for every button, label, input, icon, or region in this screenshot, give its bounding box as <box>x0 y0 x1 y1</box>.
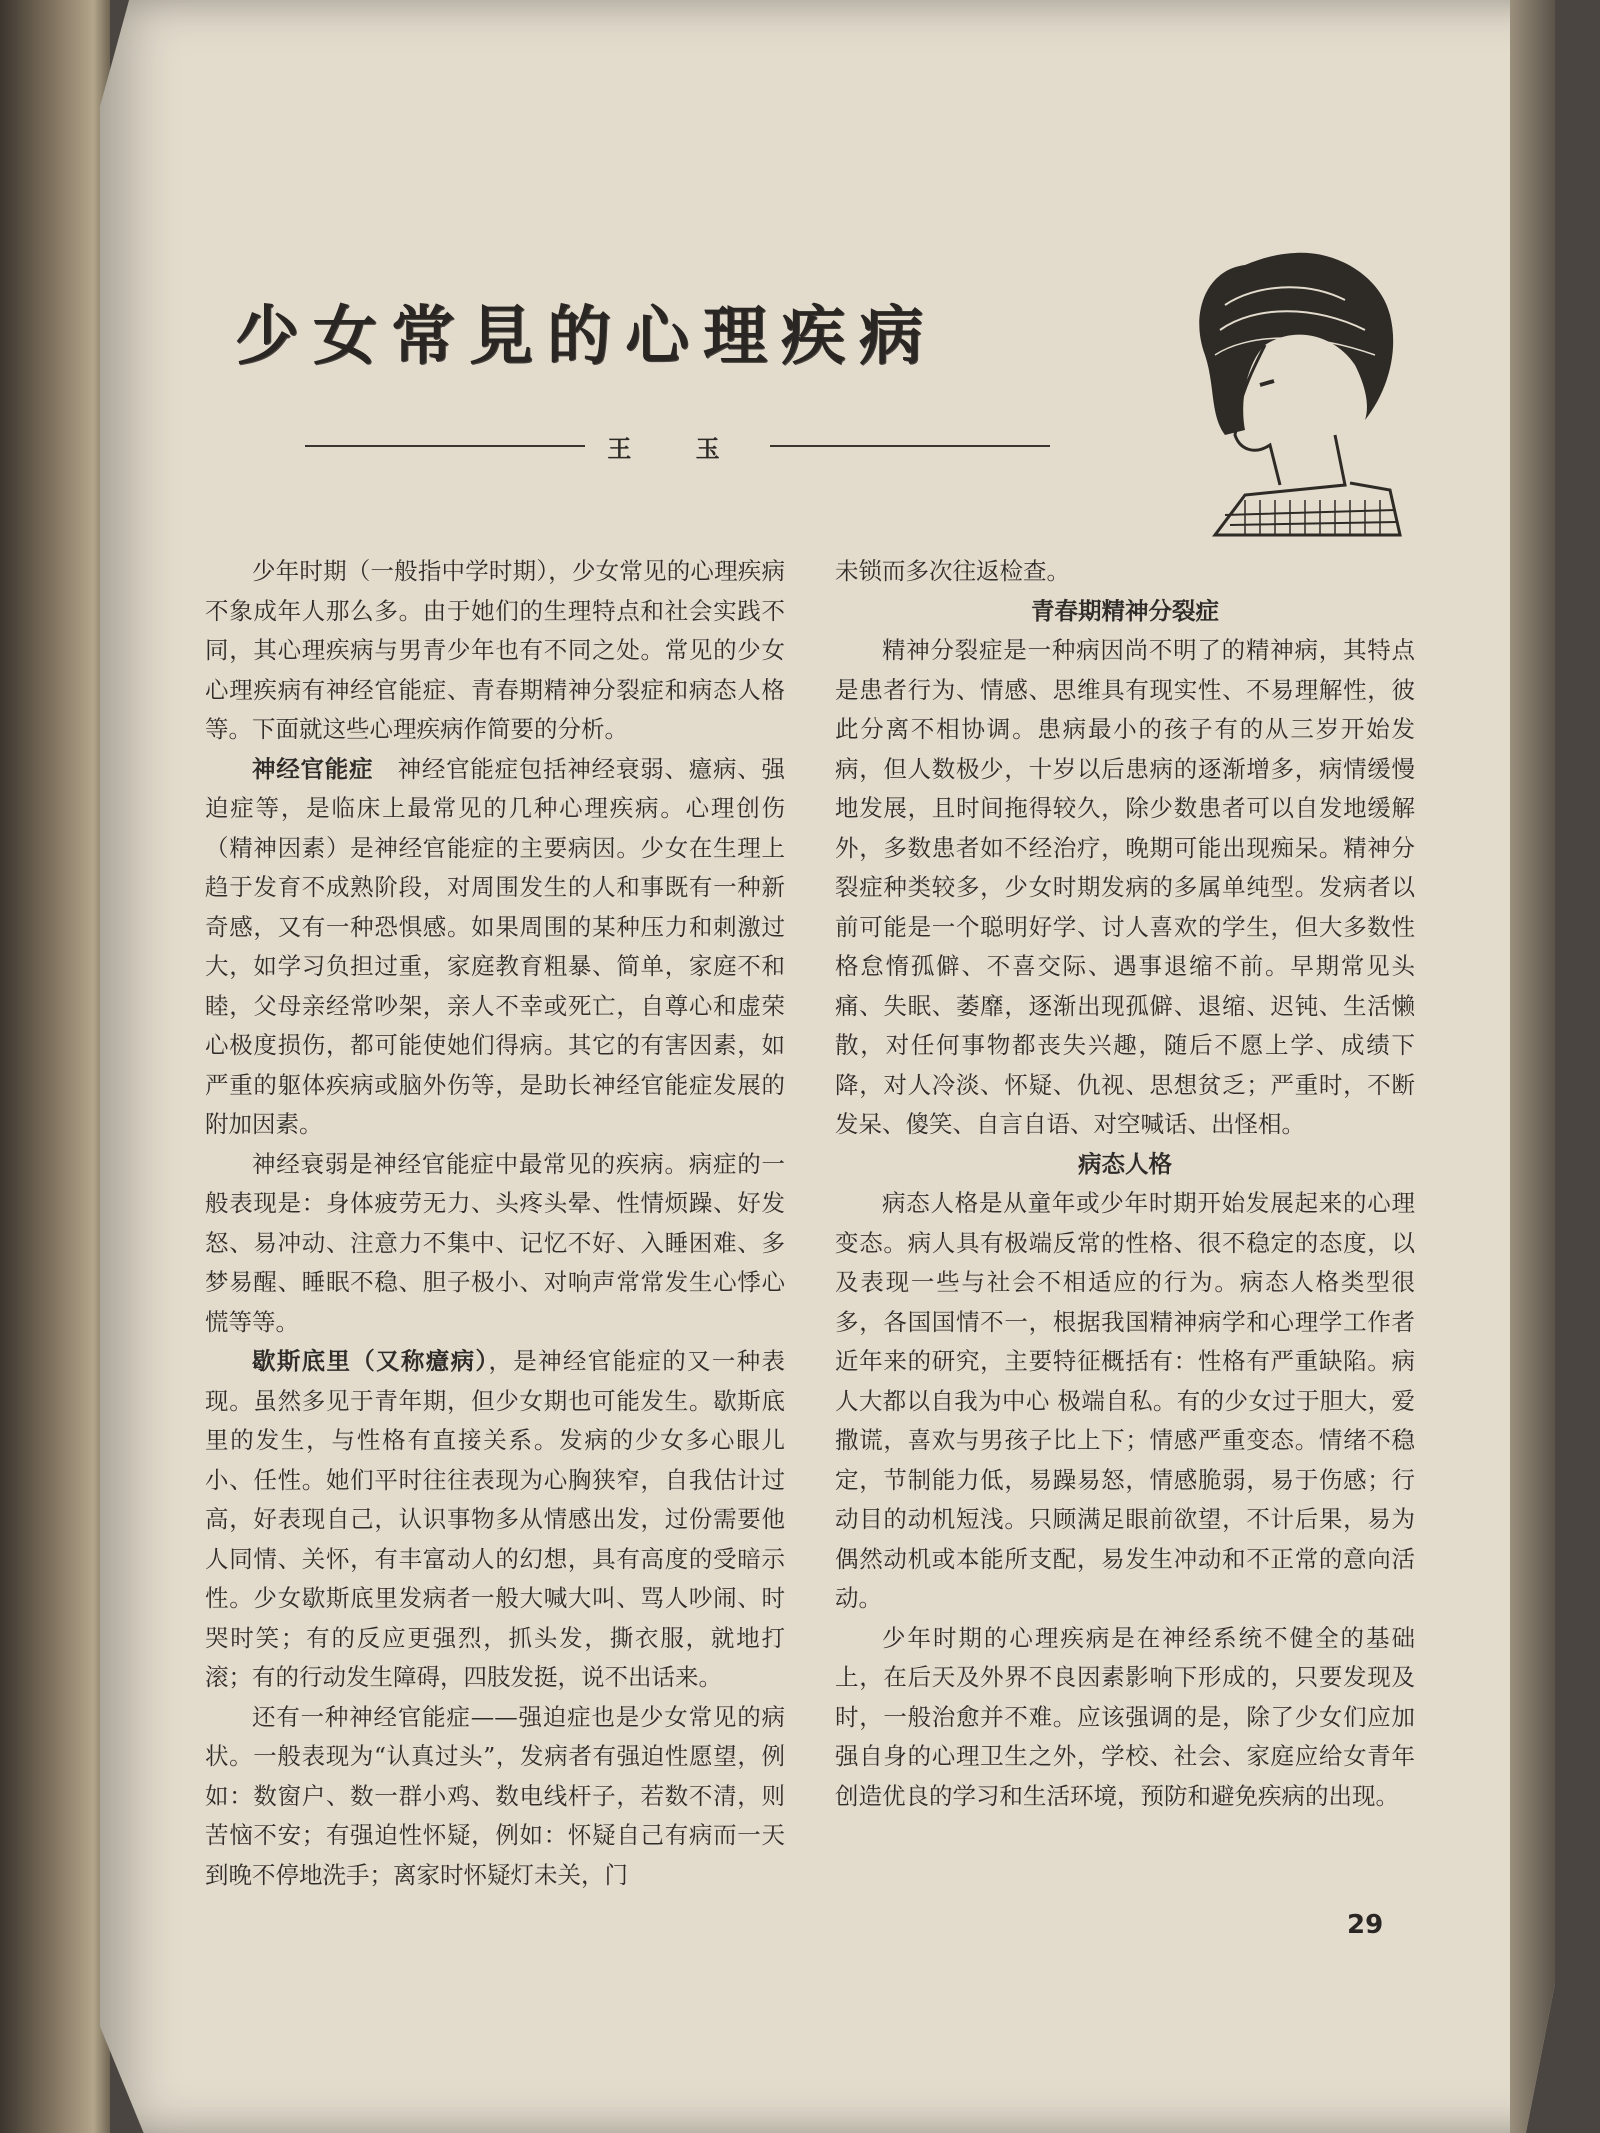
girl-portrait-illustration <box>1185 245 1410 540</box>
left-column <box>205 552 785 1895</box>
intro-paragraph: 少年时期（一般指中学时期），少女常见的心理疾病不象成年人那么多。由于她们的生理特点和社会实践不同，其心理疾病与男青少年也有不同之处。常见的少女心理疾病有神经官能症、青春期精神分裂症和病态人格等。下面就这些心理疾病作简要的分析。 <box>205 557 785 743</box>
neurosis-heading: 神经官能症 <box>252 754 374 783</box>
ocd-paragraph: 还有一种神经官能症——强迫症也是少女常见的病状。一般表现为“认真过头”，发病者有强迫性愿望，例如：数窗户、数一群小鸡、数电线杆子，若数不清，则苦恼不安；有强迫性怀疑，例如：怀疑自己有病而一天到晚不停地洗手；离家时怀疑灯未关，门 <box>205 1702 785 1889</box>
page-number: 29 <box>1347 1910 1384 1940</box>
neurasthenia-paragraph: 神经衰弱是神经官能症中最常见的疾病。病症的一般表现是：身体疲劳无力、头疼头晕、性情烦躁、好发怒、易冲动、注意力不集中、记忆不好、入睡困难、多梦易醒、睡眠不稳、胆子极小、对响声常常发生心悸心慌等等。 <box>205 1149 785 1336</box>
byline-rule-left <box>305 445 585 447</box>
schizophrenia-paragraph: 精神分裂症是一种病因尚不明了的精神病，其特点是患者行为、情感、思维具有现实性、不易理解性，彼此分离不相协调。患病最小的孩子有的从三岁开始发病，但人数极少，十岁以后患病的逐渐增多，病情缓慢地发展，且时间拖得较久，除少数患者可以自发地缓解外，多数患者如不经治疗，晚期可能出现痴呆。精神分裂症种类较多，少女时期发病的多属单纯型。发病者以前可能是一个聪明好学、讨人喜欢的学生，但大多数性格怠惰孤僻、不喜交际、遇事退缩不前。早期常见头痛、失眠、萎靡，逐渐出现孤僻、退缩、迟钝、生活懒散，对任何事物都丧失兴趣，随后不愿上学、成绩下降，对人冷淡、怀疑、仇视、思想贫乏；严重时，不断发呆、傻笑、自言自语、对空喊话、出怪相。 <box>835 636 1415 1138</box>
byline-rule-right <box>770 445 1050 447</box>
byline <box>305 428 1050 464</box>
hysteria-heading: 歇斯底里（又称癔病） <box>252 1347 489 1375</box>
right-column <box>835 552 1415 1816</box>
schizophrenia-heading: 青春期精神分裂症 <box>1031 596 1219 625</box>
article-title: 少女常見的心理疾病 <box>235 300 937 374</box>
facing-page-edge <box>0 0 110 2133</box>
hysteria-text: ，是神经官能症的又一种表现。虽然多见于青年期，但少女期也可能发生。歇斯底里的发生，与性格有直接关系。发病的少女多心眼儿小、任性。她们平时往往表现为心胸狭窄，自我估计过高，好表现自己，认识事物多从情感出发，过份需要他人同情、关怀，有丰富动人的幻想，具有高度的受暗示性。少女歇斯底里发病者一般大喊大叫、骂人吵闹、时哭时笑；有的反应更强烈，抓头发，撕衣服，就地打滚；有的行动发生障碍，四肢发挺，说不出话来。 <box>205 1347 786 1691</box>
neurosis-paragraph <box>205 750 785 1145</box>
conclusion-paragraph: 少年时期的心理疾病是在神经系统不健全的基础上，在后天及外界不良因素影响下形成的，只要发现及时，一般治愈并不难。应该强调的是，除了少女们应加强自身的心理卫生之外，学校、社会、家庭应给女青年创造优良的学习和生活环境，预防和避免疾病的出现。 <box>835 1623 1415 1810</box>
hysteria-paragraph <box>205 1342 785 1698</box>
continuation-text: 未锁而多次往返检查。 <box>835 557 1070 585</box>
page-shadow-edge <box>1510 0 1555 2133</box>
neurosis-text: 神经官能症包括神经衰弱、癔病、强迫症等，是临床上最常见的几种心理疾病。心理创伤（精神因素）是神经官能症的主要病因。少女在生理上趋于发育不成熟阶段，对周围发生的人和事既有一种新奇感，又有一种恐惧感。如果周围的某种压力和刺激过大，如学习负担过重，家庭教育粗暴、简单，家庭不和睦，父母亲经常吵架，亲人不幸或死亡，自尊心和虚荣心极度损伤，都可能使她们得病。其它的有害因素，如严重的躯体疾病或脑外伤等，是助长神经官能症发展的附加因素。 <box>205 754 786 1138</box>
personality-paragraph: 病态人格是从童年或少年时期开始发展起来的心理变态。病人具有极端反常的性格、很不稳定的态度，以及表现一些与社会不相适应的行为。病态人格类型很多，各国国情不一，根据我国精神病学和心理学工作者近年来的研究，主要特征概括有：性格有严重缺陷。病人大都以自我为中心 极端自私。有的少女过于胆大，爱撒谎，喜欢与男孩子比上下；情感严重变态。情绪不稳定，节制能力低，易躁易怒，情感脆弱，易于伤感；行动目的动机短浅。只顾满足眼前欲望，不计后果，易为偶然动机或本能所支配，易发生冲动和不正常的意向活动。 <box>835 1189 1415 1612</box>
article-author: 王 玉 <box>607 434 748 463</box>
personality-heading: 病态人格 <box>1078 1149 1172 1178</box>
